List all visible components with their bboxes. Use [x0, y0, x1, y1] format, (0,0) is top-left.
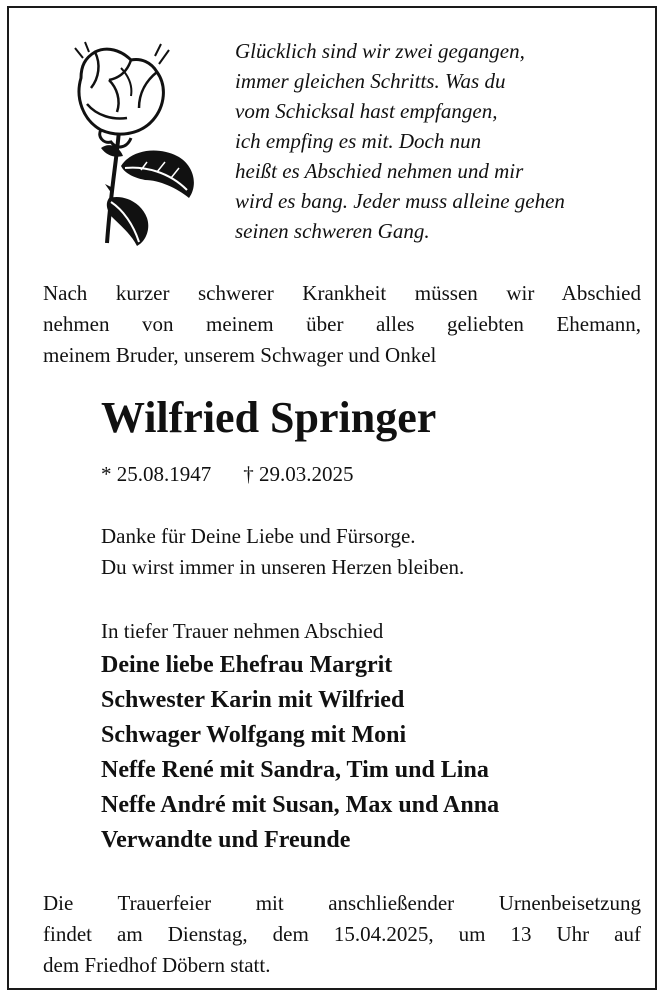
poem-line: heißt es Abschied nehmen und mir [235, 159, 524, 183]
mourners-list [101, 648, 499, 858]
deceased-name: Wilfried Springer [101, 393, 437, 442]
funeral-line: Die Trauerfeier mit anschließender Urnenbeisetzung [43, 891, 641, 915]
mourner-entry: Schwester Karin mit Wilfried [101, 687, 405, 713]
poem [235, 36, 645, 246]
obituary-notice [7, 6, 657, 990]
birth-date: * 25.08.1947 [101, 462, 212, 486]
mourner-entry: Neffe André mit Susan, Max und Anna [101, 792, 500, 818]
mourner-entry: Verwandte und Freunde [101, 827, 351, 853]
mourner-entry: Neffe René mit Sandra, Tim und Lina [101, 757, 489, 783]
poem-line: immer gleichen Schritts. Was du [235, 69, 506, 93]
intro-line: nehmen von meinem über alles geliebten Ehemann, [43, 312, 641, 336]
poem-line: ich empfing es mit. Doch nun [235, 129, 482, 153]
funeral-info [43, 888, 641, 981]
funeral-line: dem Friedhof Döbern statt. [43, 953, 271, 977]
poem-line: seinen schweren Gang. [235, 219, 430, 243]
intro-line: Nach kurzer schwerer Krankheit müssen wir Abschied [43, 281, 641, 305]
intro-text [43, 278, 641, 371]
mourners-intro: In tiefer Trauer nehmen Abschied [101, 619, 384, 643]
life-dates [101, 460, 354, 488]
death-date: † 29.03.2025 [243, 462, 354, 486]
mourner-entry: Deine liebe Ehefrau Margrit [101, 652, 393, 678]
thanks-line: Du wirst immer in unseren Herzen bleiben. [101, 555, 465, 579]
poem-line: vom Schicksal hast empfangen, [235, 99, 498, 123]
rose-icon [61, 38, 201, 248]
funeral-line: findet am Dienstag, dem 15.04.2025, um 13 Uhr auf [43, 922, 641, 946]
poem-line: wird es bang. Jeder muss alleine gehen [235, 189, 565, 213]
intro-line: meinem Bruder, unserem Schwager und Onkel [43, 343, 437, 367]
thanks-line: Danke für Deine Liebe und Fürsorge. [101, 524, 416, 548]
thanks-text [101, 521, 464, 583]
mourner-entry: Schwager Wolfgang mit Moni [101, 722, 407, 748]
poem-line: Glücklich sind wir zwei gegangen, [235, 39, 525, 63]
